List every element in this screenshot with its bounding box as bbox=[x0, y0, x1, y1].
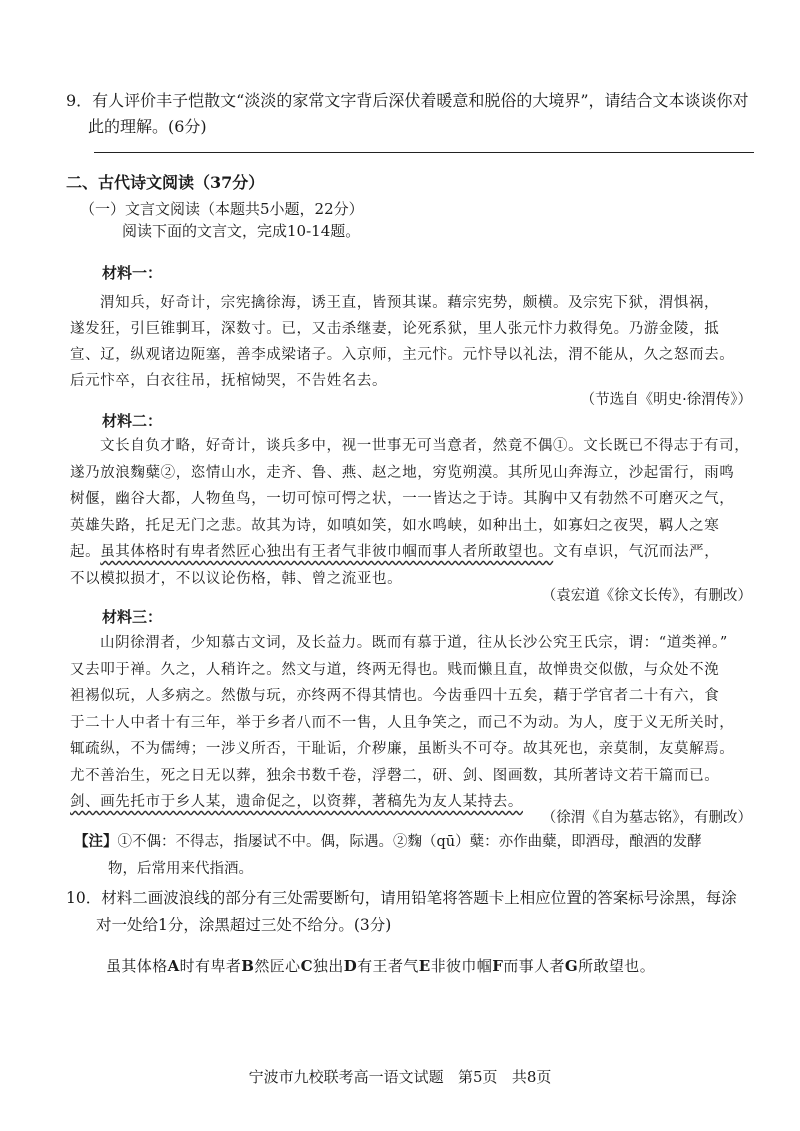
material-3-line: 山阴徐渭者，少知慕古文词，及长益力。既而有慕于道，往从长沙公究王氏宗，谓：“道类禅。” bbox=[100, 635, 728, 651]
material-2-line5-prefix: 起。 bbox=[70, 544, 101, 560]
option-mark-g: G bbox=[564, 957, 579, 975]
option-mark-b: B bbox=[241, 957, 255, 975]
punctuation-options bbox=[106, 955, 655, 976]
question-10 bbox=[66, 885, 766, 939]
option-text: 而事人者 bbox=[503, 957, 565, 975]
option-text: 时有卑者 bbox=[179, 957, 242, 975]
material-2-line: 遂乃放浪麴糵②，恣情山水，走齐、鲁、燕、赵之地，穷览朔漠。其所见山奔海立，沙起雷行，雨鸣 bbox=[70, 464, 735, 481]
material-3-line: 于二十人中者十有三年，举于乡者八而不一售，人且争笑之，而己不为动。为人，度于义无所关时， bbox=[70, 714, 735, 731]
material-2-line: 英雄失路，托足无门之悲。故其为诗，如嗔如笑，如水鸣峡，如种出土，如寡妇之夜哭，羁人之寒 bbox=[70, 517, 720, 534]
option-text: 有王者气 bbox=[357, 957, 419, 975]
option-text: 然匠心 bbox=[254, 957, 301, 975]
option-text: 独出 bbox=[312, 957, 344, 975]
material-3-text bbox=[70, 630, 750, 816]
question-9-line2: 此的理解。(6分) bbox=[88, 117, 207, 136]
material-3-label: 材料三： bbox=[102, 608, 163, 626]
note-tag: 【注】 bbox=[74, 833, 118, 850]
option-mark-a: A bbox=[167, 957, 180, 975]
material-2-line bbox=[70, 539, 750, 566]
material-1-line: 宣、辽，纵观诸边阨塞，善李成梁诸子。入京师，主元忭。元忭导以礼法，渭不能从，久之怒而去。 bbox=[70, 347, 735, 363]
option-mark-f: F bbox=[492, 957, 504, 975]
option-text: 非彼巾帼 bbox=[430, 957, 493, 975]
underlined-sentence: 剑、画先托市于乡人某，遗命促之，以资葬，著稿先为友人某持去。 bbox=[70, 794, 523, 810]
material-1-label: 材料一： bbox=[102, 264, 163, 282]
option-mark-d: D bbox=[343, 957, 358, 975]
answer-line bbox=[94, 152, 754, 153]
material-1-line: 渭知兵，好奇计，宗宪擒徐海，诱王直，皆预其谋。藉宗宪势，颇横。及宗宪下狱，渭惧祸， bbox=[100, 295, 720, 311]
page-footer bbox=[0, 1066, 800, 1087]
material-3-line: 尤不善治生，死之日无以葬，独余书数千卷，浮磬二，研、剑、图画数，其所著诗文若干篇而已。 bbox=[70, 767, 720, 784]
option-mark-c: C bbox=[300, 957, 313, 975]
exam-title: 宁波市九校联考高一语文试题 bbox=[248, 1068, 444, 1086]
question-9-line1: 9．有人评价丰子恺散文“淡淡的家常文字背后深伏着暖意和脱俗的大境界”，请结合文本谈谈你对 bbox=[66, 91, 749, 110]
option-text: 虽其体格 bbox=[106, 957, 168, 975]
material-1-line: 后元忭卒，白衣往吊，抚棺恸哭，不告姓名去。 bbox=[70, 373, 388, 389]
material-3-line: 辄疏纵，不为儒缚；一涉义所否，干耻诟，介秽廉，虽断头不可夺。故其死也，亲莫制，友莫解焉。 bbox=[70, 741, 735, 757]
page-total: 共8页 bbox=[511, 1068, 552, 1086]
section-title: 二、古代诗文阅读（37分） bbox=[66, 173, 265, 192]
material-2-line5-suffix: 文有卓识，气沉而法严， bbox=[553, 544, 720, 560]
material-2-text bbox=[70, 433, 750, 592]
material-2-line: 文长自负才略，好奇计，谈兵多中，视一世事无可当意者，然竟不偶①。文长既已不得志于有司， bbox=[100, 438, 750, 454]
material-2-source: （袁宏道《徐文长传》，有删改） bbox=[541, 588, 752, 604]
material-1-source: （节选自《明史·徐渭传》） bbox=[580, 392, 752, 408]
footnote-line2: 物，后常用来代指酒。 bbox=[108, 861, 253, 877]
material-2-line: 树偃，幽谷大都，人物鱼鸟，一切可惊可愕之状，一一皆达之于诗。其胸中又有勃然不可磨灭之气， bbox=[70, 491, 735, 507]
material-1-text bbox=[70, 290, 750, 394]
option-text: 所敢望也。 bbox=[578, 957, 656, 975]
page-number: 第5页 bbox=[457, 1068, 498, 1086]
material-2-label: 材料二： bbox=[102, 412, 163, 430]
material-3-line: 袒裼似玩，人多病之。然傲与玩，亦终两不得其情也。今齿垂四十五矣，藉于学官者二十有六，食 bbox=[70, 688, 720, 704]
reading-instruction: 阅读下面的文言文，完成10-14题。 bbox=[122, 222, 361, 240]
option-mark-e: E bbox=[418, 957, 431, 975]
footnotes bbox=[74, 828, 764, 883]
material-3-source: （徐渭《自为墓志铭》，有删改） bbox=[541, 810, 752, 826]
question-10-line2: 对一处给1分，涂黑超过三处不给分。(3分) bbox=[96, 916, 392, 934]
material-2-line: 不以模拟损才，不以议论伤格，韩、曾之流亚也。 bbox=[70, 570, 403, 587]
wavy-underlined-passage: 虽其体格时有卑者然匠心独出有王者气非彼巾帼而事人者所敢望也。 bbox=[100, 544, 554, 560]
question-9 bbox=[66, 88, 766, 140]
material-3-line: 又去叩于禅。久之，人稍许之。然文与道，终两无得也。贱而懒且直，故惮贵交似傲，与众处不浼 bbox=[70, 661, 720, 678]
material-1-line: 遂发狂，引巨锥剚耳，深数寸。已，又击杀继妻，论死系狱，里人张元忭力救得免。乃游金陵，抵 bbox=[70, 321, 720, 337]
subsection-title: （一）文言文阅读（本题共5小题，22分） bbox=[80, 200, 364, 218]
footnote-line1: 【注】①不偶：不得志，指屡试不中。偶，际遇。②麴（qū）糵：亦作曲糵，即酒母，酿酒的发酵 bbox=[74, 833, 702, 850]
question-10-line1: 10．材料二画波浪线的部分有三处需要断句，请用铅笔将答题卡上相应位置的答案标号涂黑，每涂 bbox=[66, 889, 737, 907]
